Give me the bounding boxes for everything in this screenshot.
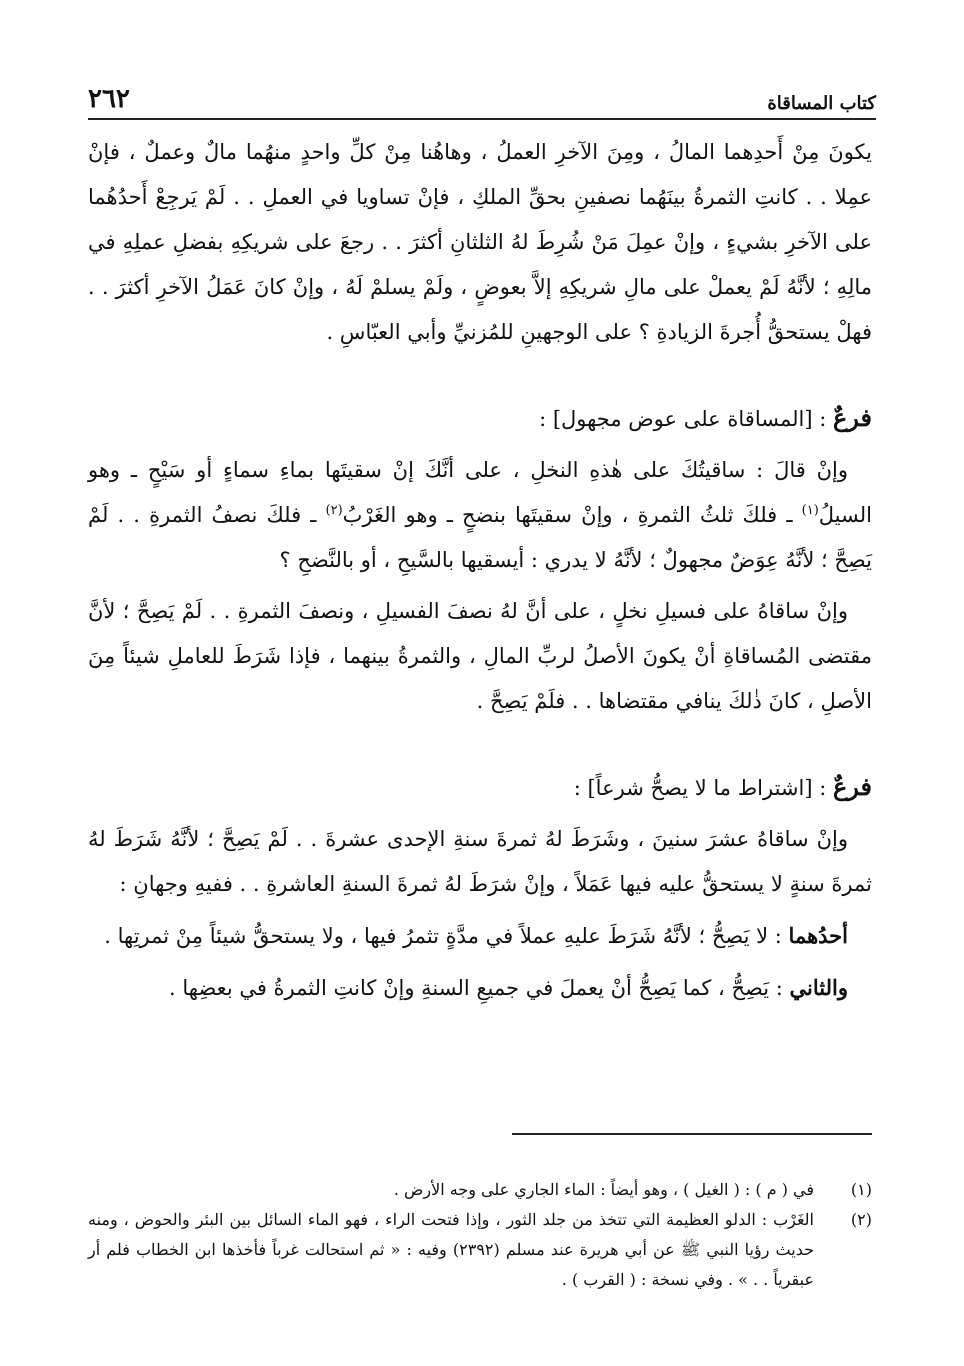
footnote-ref-1[interactable]: (١) [801,503,819,518]
paragraph-1: يكونَ مِنْ أَحدِهما المالُ ، ومِنَ الآخرِ العملُ ، وهاهُنا مِنْ كلِّ واحدٍ منهُما مالٌ وعملٌ ، فإنْ عمِلا . . كانتِ الثمرةُ بينَهُما نصفينِ بحقِّ الملكِ ، فإنْ تساويا في العملِ . . لَمْ يَرجِعْ أَحدُهُما على الآخرِ بشيءٍ ، وإنْ عمِلَ مَنْ شُرِطَ لهُ الثلثانِ أكثرَ . . رجعَ على شريكِهِ بفضلِ عملِهِ في مالِهِ ؛ لأنَّهُ لَمْ يعملْ على مالِ شريكِهِ إلاَّ بعوضٍ ، ولَمْ يسلمْ لَهُ ، وإنْ كانَ عَمَلُ الآخرِ أكثرَ . . فهلْ يستحقُّ أُجرةَ الزيادةِ ؟ على الوجهينِ للمُزنيِّ وأبي العبّاسِ . [88,140,872,344]
paragraph-2-part-a: وإنْ قالَ : ساقيتُكَ على هٰذهِ النخلِ ، على أنَّكَ إنْ سقيتَها بماءِ سماءٍ أو سَيْحٍ ـ وهو السيلُ [88,458,872,527]
footnote-ref-2[interactable]: (٢) [325,503,343,518]
section-heading-1 [88,395,872,442]
paragraph-5 [88,913,872,959]
footnote-text: في ( م ) : ( الغيل ) ، وهو أيضاً : الماء الجاري على وجه الأرض . [393,1180,814,1199]
page-header [88,76,876,120]
paragraph-3: وإنْ ساقاهُ على فسيلِ نخلٍ ، على أنَّ لهُ نصفَ الفسيلِ ، ونصفَ الثمرةِ . . لَمْ يَصِحَّ ؛ لأنَّ مقتضى المُساقاةِ أنْ يكونَ الأصلُ لربِّ المالِ ، والثمرةُ بينهما ، فإذا شَرَطَ للعاملِ شيئاً مِنَ الأصلِ ، كانَ ذٰلكَ ينافي مقتضاها . . فلَمْ يَصِحَّ . [88,599,872,713]
main-text [88,130,872,1011]
opinion-label-second: والثاني [789,975,848,1000]
paragraph-2-part-c: ـ فلكَ نصفُ الثمرةِ . . لَمْ يَصِحَّ ؛ لأنَّهُ عِوَضٌ مجهولٌ ؛ لأنَّهُ لا يدري : أيسقيها بالسَّيحِ ، أو بالنَّضحِ ؟ [88,503,872,572]
footnote-number: (١) [850,1180,872,1199]
running-title: كتاب المساقاة [767,93,876,114]
footnote-2 [88,1205,872,1295]
footnote-number: (٢) [850,1210,872,1229]
paragraph-6 [88,965,872,1011]
footnote-text: الغَرْب : الدلو العظيمة التي تتخذ من جلد الثور ، وإذا فتحت الراء ، فهو الماء السائل بين البئر والحوض ، ومنه حديث رؤيا النبي ﷺ عن أبي هريرة عند مسلم (٢٣٩٢) وفيه : « ثم استحالت غرباً فأخذها ابن الخطاب فلم أر عبقرياً . . » . وفي نسخة : ( القرب ) . [88,1210,815,1289]
section-label: فرعٌ [832,772,872,801]
footnote-1 [88,1175,872,1205]
footnote-divider [512,1133,872,1135]
footnotes [88,1175,872,1295]
section-label: فرعٌ [832,403,872,432]
opinion-label-first: أحدُهما [788,923,848,948]
section-title: : [المساقاة على عوض مجهول] : [539,407,833,431]
page-number: ٢٦٢ [88,84,130,114]
paragraph-2-part-b: ـ فلكَ ثلثُ الثمرةِ ، وإنْ سقيتَها بنضحٍ ـ وهو الغَرْبُ [342,503,802,527]
opinion-text-second: : يَصِحُّ ، كما يَصِحُّ أنْ يعملَ في جميعِ السنةِ وإنْ كانتِ الثمرةُ في بعضِها . [169,976,790,1000]
paragraph-2 [88,448,872,583]
section-heading-2 [88,764,872,811]
section-title: : [اشتراط ما لا يصحُّ شرعاً] : [573,776,833,800]
opinion-text-first: : لا يَصِحُّ ؛ لأنَّهُ شَرَطَ عليهِ عملاً في مدَّةٍ تثمرُ فيها ، ولا يستحقُّ شيئاً مِنْ ثمرتِها . [104,924,789,948]
paragraph-4: وإنْ ساقاهُ عشرَ سنينَ ، وشَرَطَ لهُ ثمرةَ سنةِ الإحدى عشرةَ . . لَمْ يَصِحَّ ؛ لأنَّهُ شَرَطَ لهُ ثمرةَ سنةٍ لا يستحقُّ عليه فيها عَمَلاً ، وإنْ شرَطَ لهُ ثمرةَ السنةِ العاشرةِ . . ففيهِ وجهانِ : [88,827,872,896]
